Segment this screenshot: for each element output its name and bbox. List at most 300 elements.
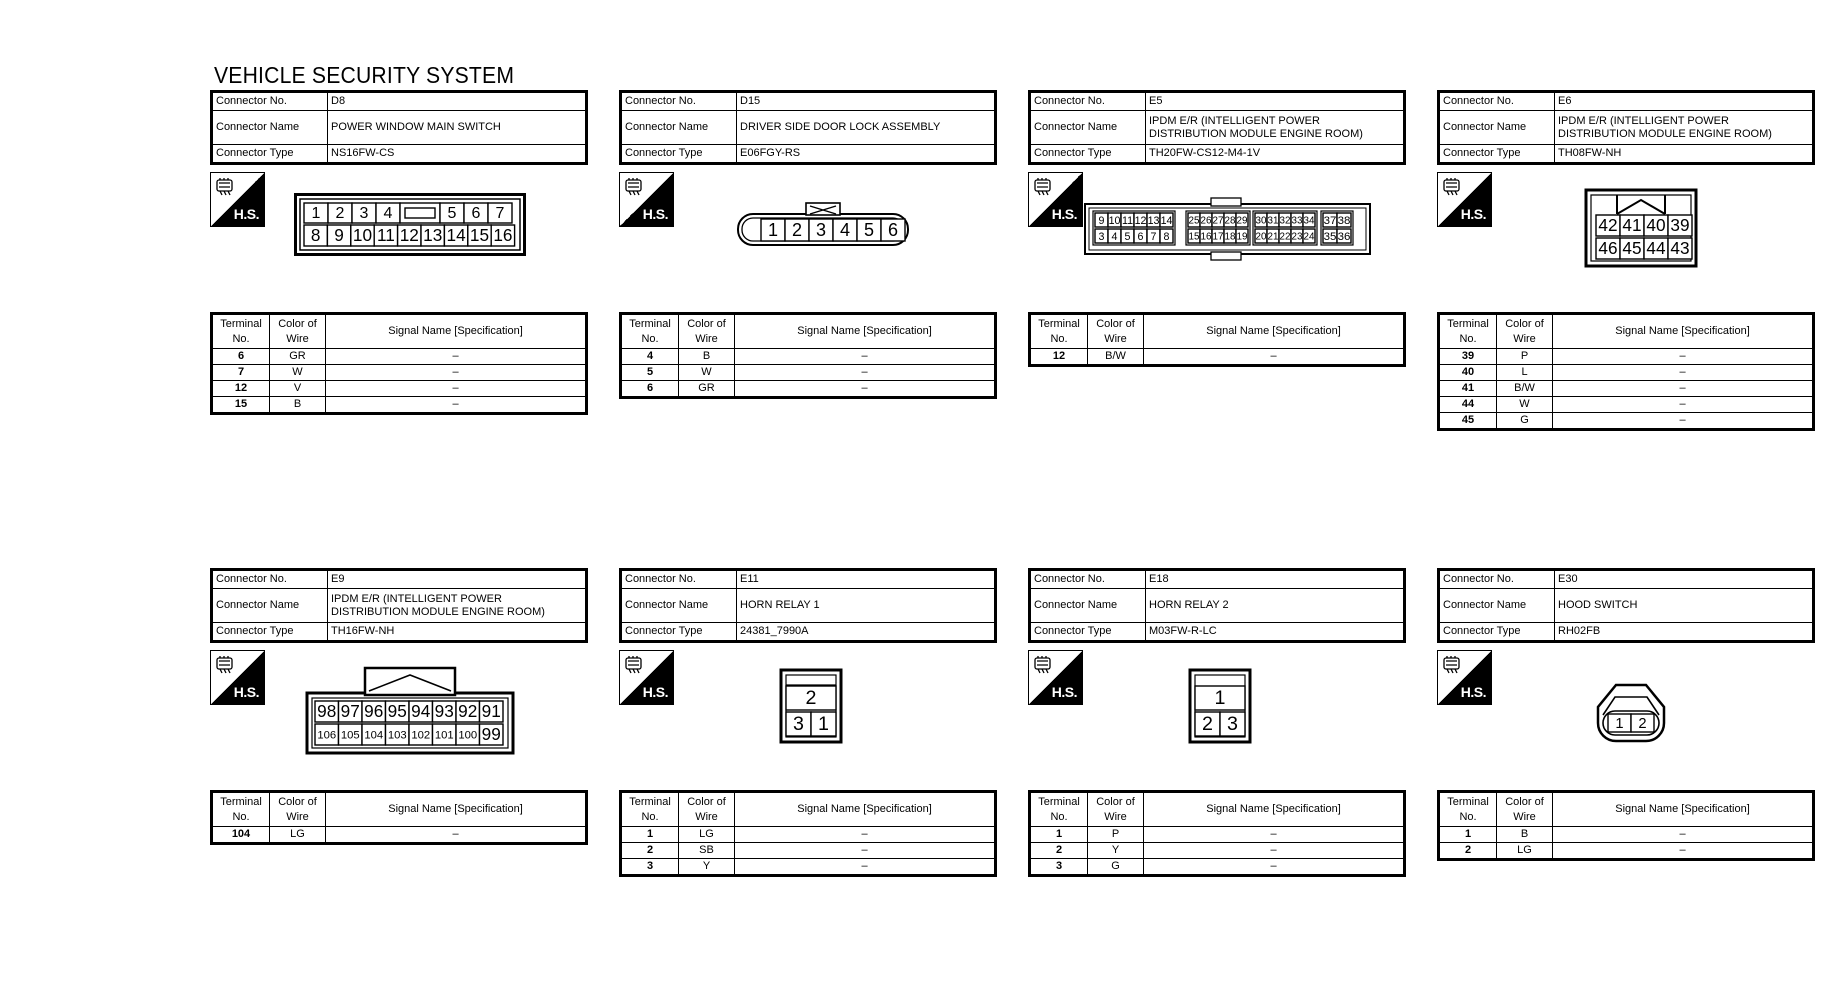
pin-number: 105 (340, 729, 360, 742)
table-row (1439, 349, 1814, 365)
wire-color: V (270, 381, 326, 397)
pin-number: 13 (1147, 214, 1160, 227)
pin-number: 4 (839, 219, 851, 240)
wire-color: B/W (1088, 349, 1144, 366)
signal-table (1028, 312, 1406, 367)
pin-number: 46 (1598, 238, 1618, 259)
hs-label: H.S. (1051, 684, 1077, 700)
signal-name: – (735, 859, 996, 876)
wire-color: B (270, 397, 326, 414)
connector-no-value: E9 (328, 570, 587, 589)
signal-name-header: Signal Name [Specification] (326, 792, 587, 827)
pin-number: 3 (1098, 230, 1105, 243)
wire-color-header: Color of Wire (679, 792, 735, 827)
signal-name: – (1553, 843, 1814, 860)
table-row (621, 381, 996, 398)
signal-table (619, 790, 997, 877)
terminal-no: 5 (621, 365, 679, 381)
harness-side-badge (619, 172, 674, 227)
pin-number: 4 (1111, 230, 1118, 243)
signal-table (619, 312, 997, 399)
connector-block-e18 (1028, 568, 1406, 872)
signal-name-header: Signal Name [Specification] (1144, 314, 1405, 349)
pin-number: 38 (1337, 215, 1351, 228)
terminal-no: 2 (1439, 843, 1497, 860)
pin-number: 5 (1124, 230, 1131, 243)
connector-block-e30 (1437, 568, 1815, 856)
hs-label: H.S. (1051, 206, 1077, 222)
signal-table (1437, 790, 1815, 861)
connector-header-table (619, 90, 997, 165)
pin-number: 1 (311, 205, 321, 223)
signal-name: – (735, 843, 996, 859)
pin-number: 20 (1255, 231, 1267, 243)
terminal-no: 15 (212, 397, 270, 414)
connector-name-label: Connector Name (621, 111, 737, 145)
connector-header-table (1437, 90, 1815, 165)
connector-name-value: IPDM E/R (INTELLIGENT POWER DISTRIBUTION MODULE ENGINE ROOM) (1555, 111, 1814, 145)
pin-number: 34 (1303, 215, 1315, 227)
pin-number: 1 (1214, 687, 1226, 710)
connector-harness-icon (215, 655, 237, 675)
pin-number: 32 (1279, 215, 1291, 227)
pin-number: 11 (1121, 214, 1134, 227)
terminal-no: 41 (1439, 381, 1497, 397)
terminal-no: 6 (621, 381, 679, 398)
terminal-no: 7 (212, 365, 270, 381)
signal-name: – (1144, 859, 1405, 876)
connector-type-label: Connector Type (1030, 623, 1146, 642)
wire-color: LG (1497, 843, 1553, 860)
connector-harness-icon (215, 177, 237, 197)
pin-number: 18 (1224, 231, 1236, 243)
connector-type-value: TH20FW-CS12-M4-1V (1146, 145, 1405, 164)
pin-number: 10 (352, 225, 373, 246)
connector-no-label: Connector No. (212, 92, 328, 111)
connector-header-table (619, 568, 997, 643)
connector-type-value: M03FW-R-LC (1146, 623, 1405, 642)
connector-face-diagram (736, 200, 910, 253)
pin-number: 1 (767, 219, 779, 240)
pin-number: 8 (1163, 230, 1170, 243)
wire-color: GR (679, 381, 735, 398)
signal-name: – (1553, 349, 1814, 365)
connector-header-table (1028, 568, 1406, 643)
terminal-no: 45 (1439, 413, 1497, 430)
signal-name: – (326, 349, 587, 365)
pin-number: 4 (383, 205, 393, 223)
wire-color: LG (270, 827, 326, 844)
connector-name-value: HOOD SWITCH (1555, 589, 1814, 623)
signal-name: – (1553, 397, 1814, 413)
hs-label: H.S. (233, 206, 259, 222)
signal-name: – (326, 397, 587, 414)
connector-harness-icon (1033, 655, 1055, 675)
pin-number: 25 (1188, 215, 1200, 227)
connector-name-value: HORN RELAY 2 (1146, 589, 1405, 623)
wire-color: P (1088, 827, 1144, 843)
signal-name: – (1553, 413, 1814, 430)
signal-name: – (735, 381, 996, 398)
connector-name-label: Connector Name (1439, 589, 1555, 623)
signal-name: – (326, 381, 587, 397)
signal-name: – (1553, 827, 1814, 843)
connector-type-label: Connector Type (621, 145, 737, 164)
signal-name-header: Signal Name [Specification] (735, 792, 996, 827)
pin-number: 96 (364, 701, 384, 722)
pin-number: 35 (1323, 231, 1337, 244)
signal-name: – (326, 827, 587, 844)
pin-number: 28 (1224, 215, 1236, 227)
terminal-no-header: Terminal No. (621, 792, 679, 827)
pin-number: 29 (1236, 215, 1248, 227)
signal-name: – (1144, 843, 1405, 859)
terminal-no: 3 (1030, 859, 1088, 876)
connector-block-e6 (1437, 90, 1815, 426)
table-row (1439, 365, 1814, 381)
table-row (1030, 349, 1405, 366)
wire-color-header: Color of Wire (679, 314, 735, 349)
table-row (212, 381, 587, 397)
connector-header-table (210, 90, 588, 165)
pin-number: 31 (1267, 215, 1279, 227)
terminal-no: 39 (1439, 349, 1497, 365)
wire-color: LG (679, 827, 735, 843)
harness-side-badge (1028, 650, 1083, 705)
connector-type-value: TH08FW-NH (1555, 145, 1814, 164)
connector-harness-icon (1033, 177, 1055, 197)
pin-number: 106 (317, 729, 337, 742)
terminal-no: 4 (621, 349, 679, 365)
terminal-no: 1 (1030, 827, 1088, 843)
connector-type-value: RH02FB (1555, 623, 1814, 642)
harness-side-badge (1437, 172, 1492, 227)
terminal-no: 3 (621, 859, 679, 876)
pin-number: 92 (458, 701, 478, 722)
connector-no-label: Connector No. (1030, 570, 1146, 589)
connector-harness-icon (1442, 655, 1464, 675)
pin-number: 15 (1188, 231, 1200, 243)
pin-number: 104 (364, 729, 384, 742)
connector-no-label: Connector No. (1439, 92, 1555, 111)
connector-header-table (1437, 568, 1815, 643)
connector-no-value: D8 (328, 92, 587, 111)
pin-number: 10 (1108, 214, 1121, 227)
connector-no-label: Connector No. (212, 570, 328, 589)
pin-number: 5 (447, 205, 457, 223)
pin-number: 44 (1646, 238, 1666, 259)
wire-color: Y (1088, 843, 1144, 859)
connector-block-e11 (619, 568, 997, 872)
wire-color: Y (679, 859, 735, 876)
pin-number: 2 (1638, 715, 1647, 732)
wire-color-header: Color of Wire (270, 792, 326, 827)
pin-number: 39 (1670, 215, 1690, 236)
pin-number: 24 (1303, 231, 1315, 243)
table-row (1030, 843, 1405, 859)
connector-name-label: Connector Name (1030, 111, 1146, 145)
connector-name-label: Connector Name (212, 111, 328, 145)
signal-name: – (1553, 381, 1814, 397)
table-row (1030, 859, 1405, 876)
pin-number: 99 (481, 724, 501, 745)
harness-side-badge (210, 650, 265, 705)
pin-number: 9 (1098, 214, 1105, 227)
connector-name-label: Connector Name (212, 589, 328, 623)
pin-number: 40 (1646, 215, 1666, 236)
connector-face-diagram (1083, 196, 1372, 267)
connector-name-label: Connector Name (1439, 111, 1555, 145)
table-row (212, 365, 587, 381)
table-row (621, 365, 996, 381)
signal-table (1028, 790, 1406, 877)
pin-number: 6 (471, 205, 481, 223)
wire-color: GR (270, 349, 326, 365)
connector-face-diagram (779, 668, 843, 749)
pin-cavity (400, 203, 440, 223)
table-row (1439, 381, 1814, 397)
signal-name: – (1144, 827, 1405, 843)
hs-label: H.S. (233, 684, 259, 700)
pin-number: 12 (399, 225, 419, 246)
pin-number: 16 (1200, 231, 1212, 243)
terminal-no-header: Terminal No. (212, 314, 270, 349)
pin-number: 27 (1212, 215, 1224, 227)
connector-type-label: Connector Type (1030, 145, 1146, 164)
connector-header-table (1028, 90, 1406, 165)
pin-number: 102 (411, 729, 431, 742)
pin-number: 17 (1212, 231, 1224, 243)
pin-number: 11 (376, 225, 395, 246)
table-row (621, 859, 996, 876)
pin-number: 43 (1670, 238, 1690, 259)
wire-color: G (1497, 413, 1553, 430)
signal-name-header: Signal Name [Specification] (1144, 792, 1405, 827)
connector-no-value: E6 (1555, 92, 1814, 111)
terminal-no: 1 (1439, 827, 1497, 843)
connector-type-value: NS16FW-CS (328, 145, 587, 164)
connector-name-value: IPDM E/R (INTELLIGENT POWER DISTRIBUTION MODULE ENGINE ROOM) (328, 589, 587, 623)
pin-number: 42 (1598, 215, 1618, 236)
connector-block-e9 (210, 568, 588, 840)
pin-number: 100 (458, 729, 478, 742)
pin-number: 22 (1279, 231, 1291, 243)
signal-name: – (326, 365, 587, 381)
terminal-no-header: Terminal No. (1439, 792, 1497, 827)
wire-color-header: Color of Wire (1088, 792, 1144, 827)
signal-table (210, 790, 588, 845)
table-row (621, 349, 996, 365)
pin-number: 95 (387, 701, 407, 722)
pin-number: 3 (359, 205, 369, 223)
pin-number: 7 (495, 205, 505, 223)
wire-color: B/W (1497, 381, 1553, 397)
connector-name-value: DRIVER SIDE DOOR LOCK ASSEMBLY (737, 111, 996, 145)
terminal-no: 104 (212, 827, 270, 844)
wire-color: W (270, 365, 326, 381)
terminal-no: 44 (1439, 397, 1497, 413)
connector-no-value: E18 (1146, 570, 1405, 589)
wire-color: SB (679, 843, 735, 859)
connector-header-table (210, 568, 588, 643)
pin-number: 45 (1622, 238, 1642, 259)
wire-color: P (1497, 349, 1553, 365)
connector-no-label: Connector No. (621, 92, 737, 111)
connector-type-label: Connector Type (212, 145, 328, 164)
wire-color-header: Color of Wire (1497, 792, 1553, 827)
wire-color-header: Color of Wire (270, 314, 326, 349)
harness-side-badge (1028, 172, 1083, 227)
connector-no-value: E30 (1555, 570, 1814, 589)
connector-face-diagram (1188, 668, 1252, 749)
table-row (621, 827, 996, 843)
terminal-no-header: Terminal No. (621, 314, 679, 349)
connector-block-d15 (619, 90, 997, 394)
signal-name: – (1553, 365, 1814, 381)
wire-color-header: Color of Wire (1497, 314, 1553, 349)
connector-type-label: Connector Type (1439, 145, 1555, 164)
terminal-no: 6 (212, 349, 270, 365)
terminal-no-header: Terminal No. (1030, 792, 1088, 827)
terminal-no: 2 (1030, 843, 1088, 859)
pin-number: 98 (317, 701, 337, 722)
table-row (621, 843, 996, 859)
signal-name-header: Signal Name [Specification] (735, 314, 996, 349)
pin-number: 1 (1615, 715, 1624, 732)
connector-name-label: Connector Name (621, 589, 737, 623)
pin-number: 3 (815, 219, 827, 240)
table-row (212, 349, 587, 365)
pin-number: 14 (1160, 214, 1173, 227)
terminal-no-header: Terminal No. (1030, 314, 1088, 349)
wire-color: B (679, 349, 735, 365)
pin-number: 14 (446, 225, 466, 246)
signal-name-header: Signal Name [Specification] (1553, 314, 1814, 349)
signal-table (1437, 312, 1815, 431)
pin-number: 33 (1291, 215, 1303, 227)
terminal-no: 12 (1030, 349, 1088, 366)
pin-number: 23 (1291, 231, 1303, 243)
connector-type-label: Connector Type (212, 623, 328, 642)
terminal-no-header: Terminal No. (212, 792, 270, 827)
connector-no-label: Connector No. (621, 570, 737, 589)
pin-number: 3 (793, 713, 804, 736)
signal-name-header: Signal Name [Specification] (326, 314, 587, 349)
signal-name: – (735, 827, 996, 843)
pin-number: 30 (1255, 215, 1267, 227)
wire-color-header: Color of Wire (1088, 314, 1144, 349)
pin-number: 5 (863, 219, 875, 240)
harness-side-badge (1437, 650, 1492, 705)
connector-type-value: 24381_7990A (737, 623, 996, 642)
terminal-no: 40 (1439, 365, 1497, 381)
terminal-no: 1 (621, 827, 679, 843)
connector-block-d8 (210, 90, 588, 410)
wire-color: G (1088, 859, 1144, 876)
pin-number: 93 (434, 701, 454, 722)
signal-name-header: Signal Name [Specification] (1553, 792, 1814, 827)
signal-name: – (735, 349, 996, 365)
harness-side-badge (210, 172, 265, 227)
connector-face-diagram (294, 193, 526, 262)
connector-no-label: Connector No. (1439, 570, 1555, 589)
connector-harness-icon (1442, 177, 1464, 197)
hs-label: H.S. (642, 206, 668, 222)
wire-color: W (679, 365, 735, 381)
connector-name-value: HORN RELAY 1 (737, 589, 996, 623)
connector-type-label: Connector Type (1439, 623, 1555, 642)
table-row (1439, 843, 1814, 860)
connector-no-value: E5 (1146, 92, 1405, 111)
connector-no-label: Connector No. (1030, 92, 1146, 111)
pin-number: 101 (434, 729, 454, 742)
hs-label: H.S. (1460, 206, 1486, 222)
pin-number: 41 (1622, 215, 1642, 236)
pin-number: 2 (1202, 713, 1213, 736)
table-row (1439, 413, 1814, 430)
table-row (1439, 827, 1814, 843)
wire-color: L (1497, 365, 1553, 381)
connector-no-value: E11 (737, 570, 996, 589)
connector-no-value: D15 (737, 92, 996, 111)
pin-number: 16 (493, 225, 513, 246)
table-row (1030, 827, 1405, 843)
wire-color: W (1497, 397, 1553, 413)
table-row (212, 397, 587, 414)
pin-number: 2 (791, 219, 803, 240)
connector-name-value: IPDM E/R (INTELLIGENT POWER DISTRIBUTION MODULE ENGINE ROOM) (1146, 111, 1405, 145)
harness-side-badge (619, 650, 674, 705)
signal-table (210, 312, 588, 415)
connector-name-label: Connector Name (1030, 589, 1146, 623)
pin-number: 97 (340, 701, 360, 722)
terminal-no: 12 (212, 381, 270, 397)
terminal-no-header: Terminal No. (1439, 314, 1497, 349)
pin-number: 103 (387, 729, 407, 742)
pin-number: 37 (1323, 215, 1337, 228)
connector-type-label: Connector Type (621, 623, 737, 642)
connector-name-value: POWER WINDOW MAIN SWITCH (328, 111, 587, 145)
pin-number: 6 (1137, 230, 1144, 243)
pin-number: 94 (411, 701, 431, 722)
pin-number: 2 (805, 687, 817, 710)
connector-face-diagram (1584, 188, 1698, 273)
pin-number: 1 (818, 713, 829, 736)
pin-number: 3 (1227, 713, 1238, 736)
pin-number: 2 (335, 205, 345, 223)
signal-name: – (1144, 349, 1405, 366)
connector-type-value: TH16FW-NH (328, 623, 587, 642)
hs-label: H.S. (642, 684, 668, 700)
connector-harness-icon (624, 655, 646, 675)
connector-type-value: E06FGY-RS (737, 145, 996, 164)
connector-face-diagram (1591, 683, 1671, 748)
pin-number: 26 (1200, 215, 1212, 227)
table-row (1439, 397, 1814, 413)
pin-number: 13 (423, 225, 443, 246)
page-title: VEHICLE SECURITY SYSTEM (214, 62, 515, 88)
pin-number: 9 (334, 225, 344, 246)
connector-harness-icon (624, 177, 646, 197)
pin-number: 8 (310, 225, 321, 246)
pin-number: 21 (1267, 231, 1279, 243)
pin-number: 12 (1134, 214, 1147, 227)
wire-color: B (1497, 827, 1553, 843)
connector-face-diagram (305, 665, 515, 760)
signal-name: – (735, 365, 996, 381)
pin-number: 91 (481, 701, 501, 722)
connector-block-e5 (1028, 90, 1406, 362)
